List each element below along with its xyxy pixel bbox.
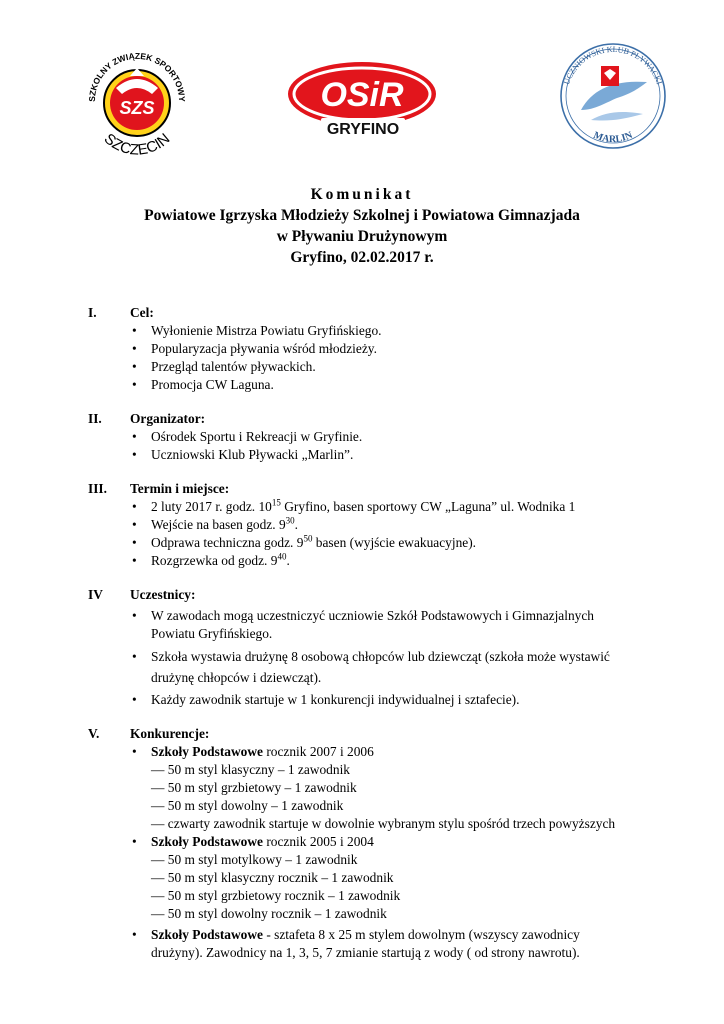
marlin-top-text: UCZNIOWSKI KLUB PŁYWACKI bbox=[562, 44, 664, 86]
list-item bbox=[130, 498, 688, 516]
item-text: Odprawa techniczna godz. 9 bbox=[151, 535, 304, 550]
logo-row bbox=[0, 40, 724, 158]
section-number: I. bbox=[88, 305, 97, 320]
item-text: 2 luty 2017 r. godz. 10 bbox=[151, 499, 272, 514]
szs-center-text: SZS bbox=[119, 98, 155, 118]
list-item: • Szkoła wystawia drużynę 8 osobową chłopców lub dziewcząt (szkoła może wystawić drużynę chłopców i dziewcząt). bbox=[130, 646, 618, 688]
szs-logo bbox=[82, 48, 192, 158]
event-item: — 50 m styl dowolny – 1 zawodnik bbox=[130, 797, 688, 815]
school-category: Szkoły Podstawowe bbox=[151, 927, 263, 942]
list-item bbox=[130, 743, 688, 761]
section-number: V. bbox=[88, 726, 100, 741]
section-participants bbox=[88, 586, 688, 709]
title-discipline: w Pływaniu Drużynowym bbox=[276, 228, 448, 245]
document-title bbox=[0, 184, 724, 268]
item-text: Rozgrzewka od godz. 9 bbox=[151, 553, 278, 568]
list-item bbox=[130, 534, 688, 552]
item-text: rocznik 2007 i 2006 bbox=[262, 744, 374, 759]
list-item: • Uczniowski Klub Pływacki „Marlin”. bbox=[130, 446, 688, 464]
osir-logo bbox=[285, 58, 440, 140]
list-item: • Wyłonienie Mistrza Powiatu Gryfińskiego. bbox=[130, 322, 688, 340]
item-text: . bbox=[286, 553, 290, 568]
marlin-bottom-text: MARLIN bbox=[591, 129, 635, 146]
section-heading: Organizator: bbox=[130, 411, 206, 426]
time-minutes: 15 bbox=[271, 497, 281, 508]
list-item: • Każdy zawodnik startuje w 1 konkurencji indywidualnej i sztafecie). bbox=[130, 691, 618, 709]
section-number: II. bbox=[88, 411, 102, 426]
list-item: • Przegląd talentów pływackich. bbox=[130, 358, 688, 376]
item-text: . bbox=[294, 517, 298, 532]
list-item: • Popularyzacja pływania wśród młodzieży. bbox=[130, 340, 688, 358]
section-heading: Cel: bbox=[130, 305, 154, 320]
osir-subtitle: GRYFINO bbox=[326, 121, 400, 138]
event-item: — 50 m styl grzbietowy rocznik – 1 zawodnik bbox=[130, 887, 688, 905]
section-number: III. bbox=[88, 481, 107, 496]
event-item: — 50 m styl klasyczny rocznik – 1 zawodnik bbox=[130, 869, 688, 887]
title-place-date: Gryfino, 02.02.2017 r. bbox=[290, 249, 434, 266]
section-goal bbox=[88, 304, 688, 394]
section-events bbox=[88, 725, 688, 962]
item-text: rocznik 2005 i 2004 bbox=[262, 834, 374, 849]
event-item: — 50 m styl grzbietowy – 1 zawodnik bbox=[130, 779, 688, 797]
event-item: — 50 m styl klasyczny – 1 zawodnik bbox=[130, 761, 688, 779]
item-text: - sztafeta 8 x 25 m stylem dowolnym (wszyscy zawodnicy drużyny). Zawodnicy na 1, 3, 5, 7 zmianie startują z wody ( od strony nawrotu). bbox=[151, 927, 580, 960]
section-number: IV bbox=[88, 587, 103, 602]
event-item: — 50 m styl dowolny rocznik – 1 zawodnik bbox=[130, 905, 688, 923]
list-item: • W zawodach mogą uczestniczyć uczniowie Szkół Podstawowych i Gimnazjalnych Powiatu Gryfińskiego. bbox=[130, 607, 618, 643]
section-organizer bbox=[88, 410, 688, 464]
list-item bbox=[130, 552, 688, 570]
szs-top-text: SZKOLNY ZWIĄZEK SPORTOWY bbox=[86, 50, 188, 102]
document-body bbox=[88, 304, 688, 978]
list-item: • Ośrodek Sportu i Rekreacji w Gryfinie. bbox=[130, 428, 688, 446]
list-item bbox=[130, 926, 618, 962]
osir-title: OSiR bbox=[320, 76, 404, 114]
list-item: • Promocja CW Laguna. bbox=[130, 376, 688, 394]
list-item bbox=[130, 516, 688, 534]
event-item: — 50 m styl motylkowy – 1 zawodnik bbox=[130, 851, 688, 869]
marlin-logo bbox=[553, 40, 673, 150]
list-item bbox=[130, 833, 688, 851]
section-heading: Uczestnicy: bbox=[130, 587, 196, 602]
item-text: Wejście na basen godz. 9 bbox=[151, 517, 286, 532]
section-date-place bbox=[88, 480, 688, 570]
item-text: Gryfino, basen sportowy CW „Laguna” ul. Wodnika 1 bbox=[280, 499, 576, 514]
item-text: basen (wyjście ewakuacyjne). bbox=[312, 535, 477, 550]
time-minutes: 40 bbox=[277, 551, 287, 562]
event-item: — czwarty zawodnik startuje w dowolnie wybranym stylu spośród trzech powyższych bbox=[130, 815, 688, 833]
szs-bottom-text: SZCZECIN bbox=[100, 130, 174, 158]
title-event: Powiatowe Igrzyska Młodzieży Szkolnej i Powiatowa Gimnazjada bbox=[144, 207, 580, 224]
title-komunikat: Komunikat bbox=[310, 186, 414, 203]
school-category: Szkoły Podstawowe bbox=[151, 834, 263, 849]
section-heading: Termin i miejsce: bbox=[130, 481, 230, 496]
school-category: Szkoły Podstawowe bbox=[151, 744, 263, 759]
time-minutes: 50 bbox=[303, 533, 313, 544]
section-heading: Konkurencje: bbox=[130, 726, 210, 741]
time-minutes: 30 bbox=[285, 515, 295, 526]
